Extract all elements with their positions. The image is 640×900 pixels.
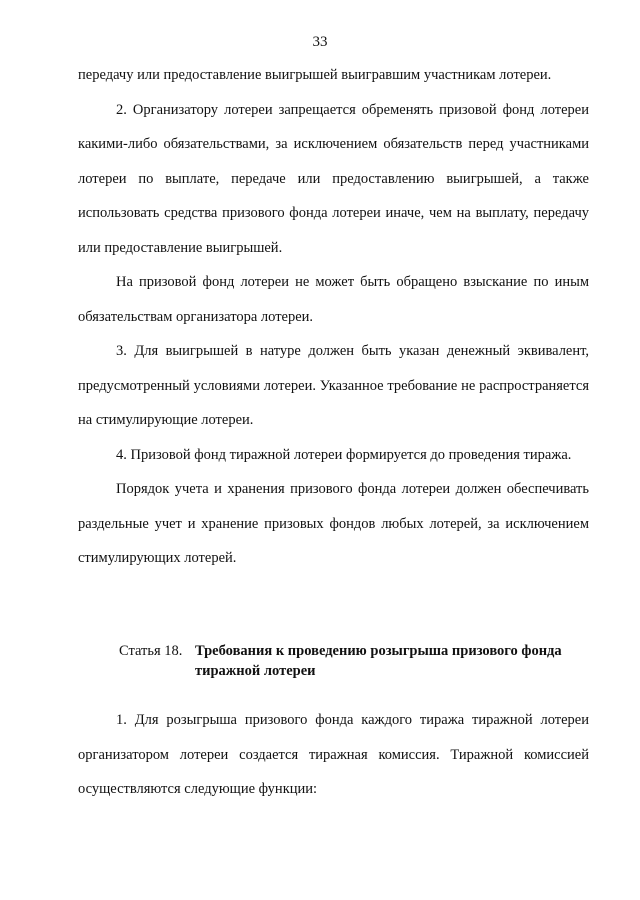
paragraph: 2. Организатору лотереи запрещается обременять призовой фонд лотереи какими-либо обязательствами, за исключением обязательств перед участниками лотереи по выплате, передаче или предоставлению выигрышей, а также использовать средства призового фонда лотереи иначе, чем на выплату, передачу или предоставление выигрышей. [78,101,589,256]
paragraph: передачу или предоставление выигрышей выигравшим участникам лотереи. [78,67,552,83]
paragraph: 4. Призовой фонд тиражной лотереи формируется до проведения тиража. [116,446,572,463]
paragraph: На призовой фонд лотереи не может быть обращено взыскание по иным обязательствам организатора лотереи. [78,274,589,325]
body-text-block [78,58,589,576]
page-number: 33 [312,34,328,50]
article-label: Статья 18. [119,643,183,659]
body-text-block-2 [78,703,589,807]
paragraph: 3. Для выигрышей в натуре должен быть указан денежный эквивалент, предусмотренный условиями лотереи. Указанное требование не распространяется на стимулирующие лотереи. [78,343,589,428]
article-title: Требования к проведению розыгрыша призового фонда тиражной лотереи [195,643,562,679]
paragraph: Порядок учета и хранения призового фонда лотереи должен обеспечивать раздельные учет и хранение призовых фондов любых лотерей, за исключением стимулирующих лотерей. [78,481,589,566]
article-heading [119,641,599,681]
paragraph: 1. Для розыгрыша призового фонда каждого тиража тиражной лотереи организатором лотереи создается тиражная комиссия. Тиражной комиссией осуществляются следующие функции: [78,712,589,797]
